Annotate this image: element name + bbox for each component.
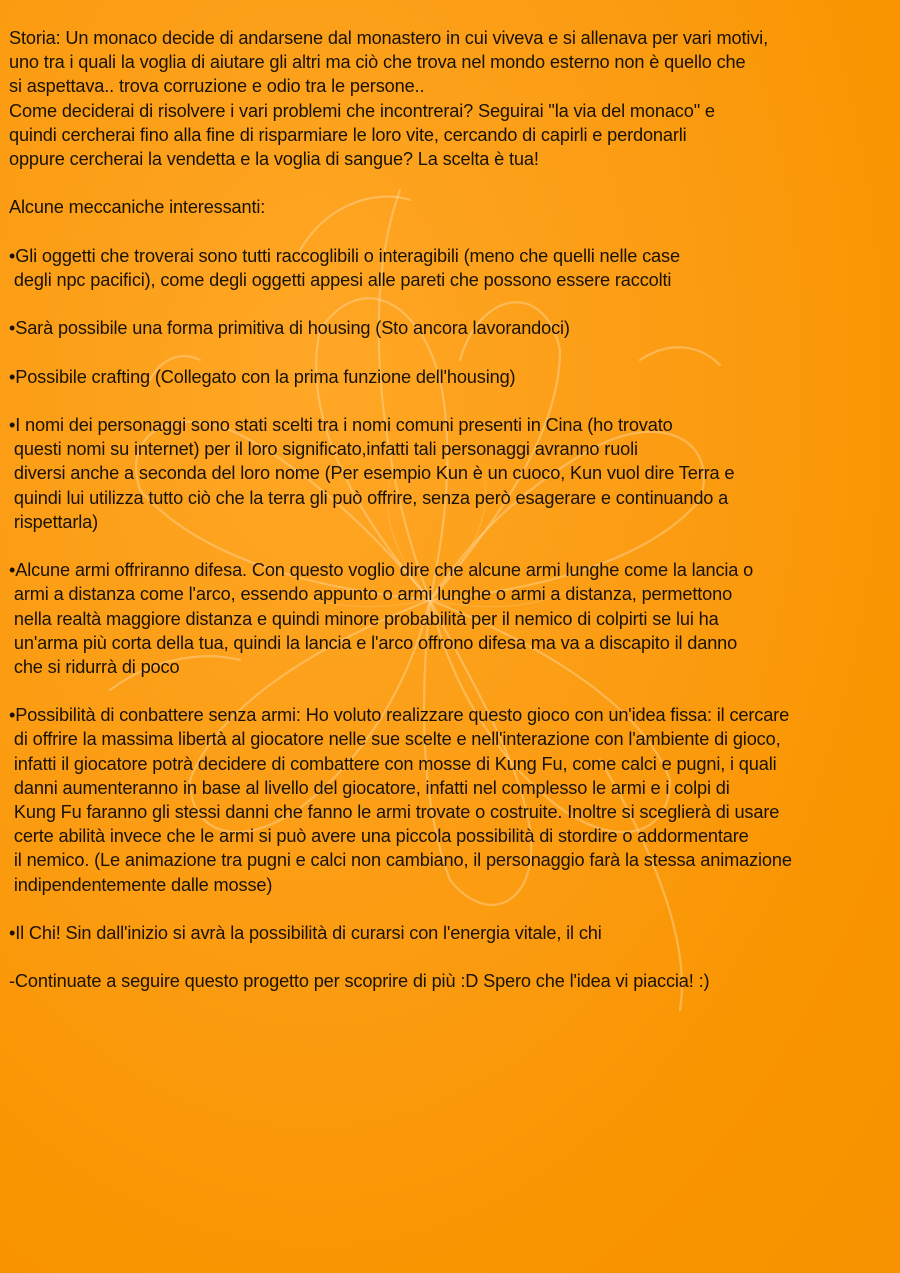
text-line: il nemico. (Le animazione tra pugni e calci non cambiano, il personaggio farà la stessa animazione — [9, 850, 792, 871]
text-line: armi a distanza come l'arco, essendo appunto o armi lunghe o armi a distanza, permettono — [9, 584, 733, 605]
text-line: questi nomi su internet) per il loro significato,infatti tali personaggi avranno ruoli — [9, 439, 638, 460]
text-line: quindi lui utilizza tutto ciò che la terra gli può offrire, senza però esagerare e continuando a — [9, 487, 729, 508]
text-line — [9, 340, 889, 364]
text-line: un'arma più corta della tua, quindi la lancia e l'arco offrono difesa ma va a discapito il danno — [9, 632, 738, 653]
text-line: certe abilità invece che le armi si può avere una piccola possibilità di stordire o addormentare — [9, 826, 749, 847]
text-line: •Sarà possibile una forma primitiva di housing (Sto ancora lavorandoci) — [9, 318, 570, 339]
text-line: rispettarla) — [9, 511, 99, 532]
text-line: •I nomi dei personaggi sono stati scelti tra i nomi comuni presenti in Cina (ho trovato — [9, 415, 673, 435]
text-line: •Possibilità di conbattere senza armi: Ho voluto realizzare questo gioco con un'idea fissa: il cercare — [9, 705, 790, 726]
text-line: •Possibile crafting (Collegato con la prima funzione dell'housing) — [9, 366, 516, 387]
text-line: diversi anche a seconda del loro nome (Per esempio Kun è un cuoco, Kun vuol dire Terra e — [9, 463, 735, 484]
text-line — [9, 220, 889, 244]
text-line: che si ridurrà di poco — [9, 656, 180, 677]
text-line: Alcune meccaniche interessanti: — [9, 197, 266, 218]
text-line: danni aumenteranno in base al livello del giocatore, infatti nel complesso le armi e i colpi di — [9, 777, 730, 798]
text-line: •Gli oggetti che troverai sono tutti raccoglibili o interagibili (meno che quelli nelle case — [9, 245, 680, 266]
text-line: uno tra i quali la voglia di aiutare gli altri ma ciò che trova nel mondo esterno non è quello che — [9, 52, 746, 73]
text-line: quindi cercherai fino alla fine di risparmiare le loro vite, cercando di capirli e perdonarli — [9, 124, 687, 145]
text-line: Kung Fu faranno gli stessi danni che fanno le armi trovate o costruite. Inoltre si sceglierà di usare — [9, 802, 780, 822]
text-line — [9, 534, 889, 558]
text-line: degli npc pacifici), come degli oggetti appesi alle pareti che possono essere raccolti — [9, 269, 672, 290]
text-line — [9, 389, 889, 413]
text-line: •Il Chi! Sin dall'inizio si avrà la possibilità di curarsi con l'energia vitale, il chi — [9, 922, 602, 943]
text-line — [9, 679, 889, 703]
text-line: Come deciderai di risolvere i vari problemi che incontrerai? Seguirai "la via del monaco" e — [9, 100, 715, 121]
text-line: nella realtà maggiore distanza e quindi minore probabilità per il nemico di colpirti se lui ha — [9, 608, 719, 629]
text-line: di offrire la massima libertà al giocatore nelle sue scelte e nell'interazione con l'ambiente di gioco, — [9, 729, 781, 750]
text-line: oppure cercherai la vendetta e la voglia di sangue? La scelta è tua! — [9, 148, 539, 169]
text-line: indipendentemente dalle mosse) — [9, 874, 273, 895]
text-line: si aspettava.. trova corruzione e odio tra le persone.. — [9, 76, 425, 97]
text-line — [9, 292, 889, 316]
text-line — [9, 945, 889, 969]
text-line — [9, 171, 889, 195]
text-line: •Alcune armi offriranno difesa. Con questo voglio dire che alcune armi lunghe come la lancia o — [9, 560, 754, 581]
text-line: infatti il giocatore potrà decidere di combattere con mosse di Kung Fu, come calci e pugni, i quali — [9, 753, 777, 774]
text-line: -Continuate a seguire questo progetto per scoprire di più :D Spero che l'idea vi piaccia! :) — [9, 971, 710, 992]
text-line: Storia: Un monaco decide di andarsene dal monastero in cui viveva e si allenava per vari motivi, — [9, 28, 768, 48]
text-line — [9, 897, 889, 921]
document-text — [9, 26, 889, 994]
